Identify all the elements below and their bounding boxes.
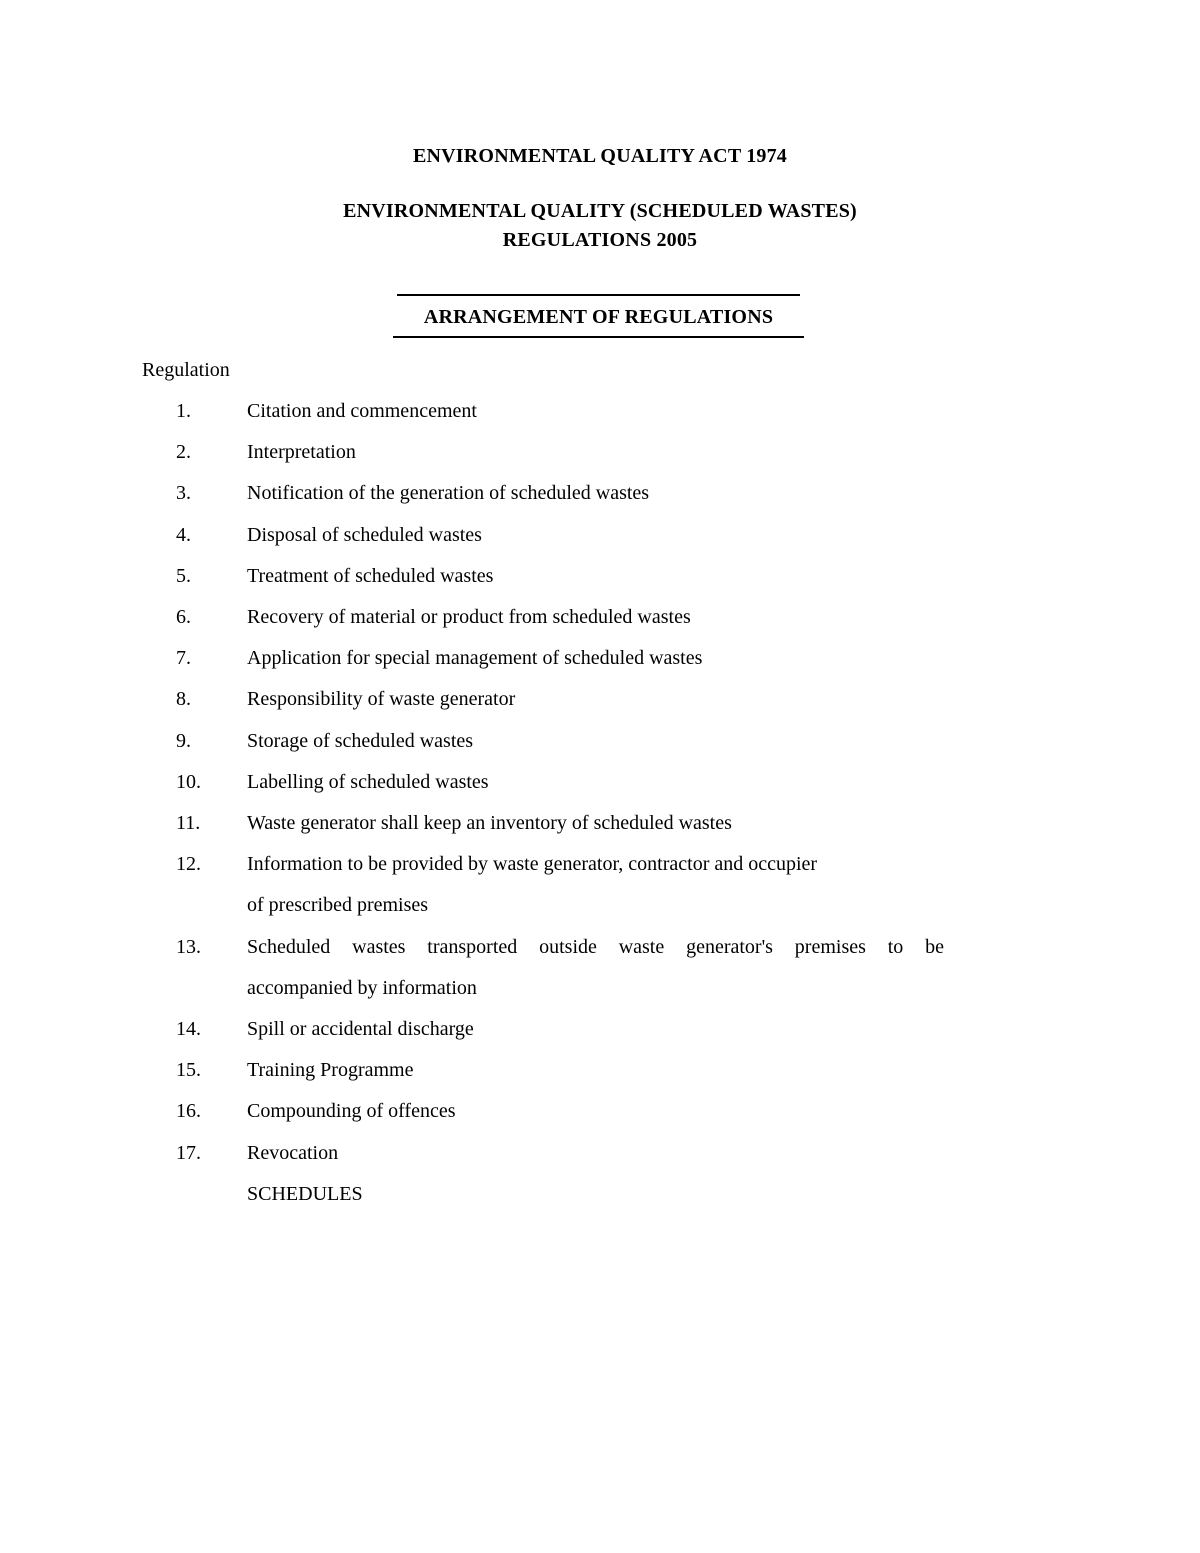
regulation-title: Compounding of offences — [247, 1100, 456, 1123]
regulation-title: accompanied by information — [247, 976, 477, 999]
regulation-number: 16. — [176, 1100, 201, 1123]
regulation-title: Labelling of scheduled wastes — [247, 770, 489, 793]
regulation-title: Information to be provided by waste generator, contractor and occupier — [247, 853, 818, 876]
regulation-number: 4. — [176, 523, 191, 546]
regulation-title: Training Programme — [247, 1059, 414, 1082]
regulation-column-label: Regulation — [142, 359, 230, 381]
regulation-title: Recovery of material or product from scheduled wastes — [247, 606, 691, 628]
regulation-title: Responsibility of waste generator — [247, 688, 516, 711]
arrangement-heading: ARRANGEMENT OF REGULATIONS — [393, 304, 804, 338]
regulation-number: 8. — [176, 688, 191, 711]
regulation-number: 17. — [176, 1141, 201, 1164]
regulation-title: Interpretation — [247, 441, 356, 464]
regulation-title: Spill or accidental discharge — [247, 1018, 474, 1040]
regulation-title: Disposal of scheduled wastes — [247, 523, 482, 546]
regulation-title: Application for special management of scheduled wastes — [247, 647, 703, 670]
act-title: ENVIRONMENTAL QUALITY ACT 1974 — [412, 145, 788, 167]
regulation-number: 14. — [176, 1018, 201, 1040]
regulation-number: 5. — [176, 564, 191, 587]
regulation-number: 11. — [176, 812, 201, 834]
regulation-number: 15. — [176, 1059, 201, 1082]
regulation-number: 3. — [176, 482, 191, 505]
regulation-title: Scheduled wastes transported outside waste generator's premises to be — [247, 935, 944, 958]
regulation-title: of prescribed premises — [247, 894, 429, 917]
regulation-title: Notification of the generation of scheduled wastes — [247, 482, 650, 505]
regulation-number: 10. — [176, 770, 201, 793]
regulation-number: 6. — [176, 606, 191, 628]
regulation-title: Revocation — [247, 1141, 339, 1164]
regulation-number: 2. — [176, 441, 191, 464]
regulation-title: Citation and commencement — [247, 400, 477, 422]
regulation-number: 7. — [176, 647, 191, 670]
regulation-title: Storage of scheduled wastes — [247, 729, 474, 752]
regulation-title: Treatment of scheduled wastes — [247, 564, 494, 587]
schedules-label: SCHEDULES — [247, 1182, 363, 1205]
regulation-title: Waste generator shall keep an inventory of scheduled wastes — [247, 812, 732, 834]
regulation-number: 1. — [176, 400, 191, 422]
regulations-title-line-1: ENVIRONMENTAL QUALITY (SCHEDULED WASTES) — [343, 200, 857, 222]
regulation-number: 13. — [176, 935, 201, 958]
regulations-title-line-2: REGULATIONS 2005 — [502, 229, 698, 251]
regulation-number: 9. — [176, 729, 191, 752]
regulation-number: 12. — [176, 853, 201, 876]
heading-top-rule — [397, 294, 800, 296]
